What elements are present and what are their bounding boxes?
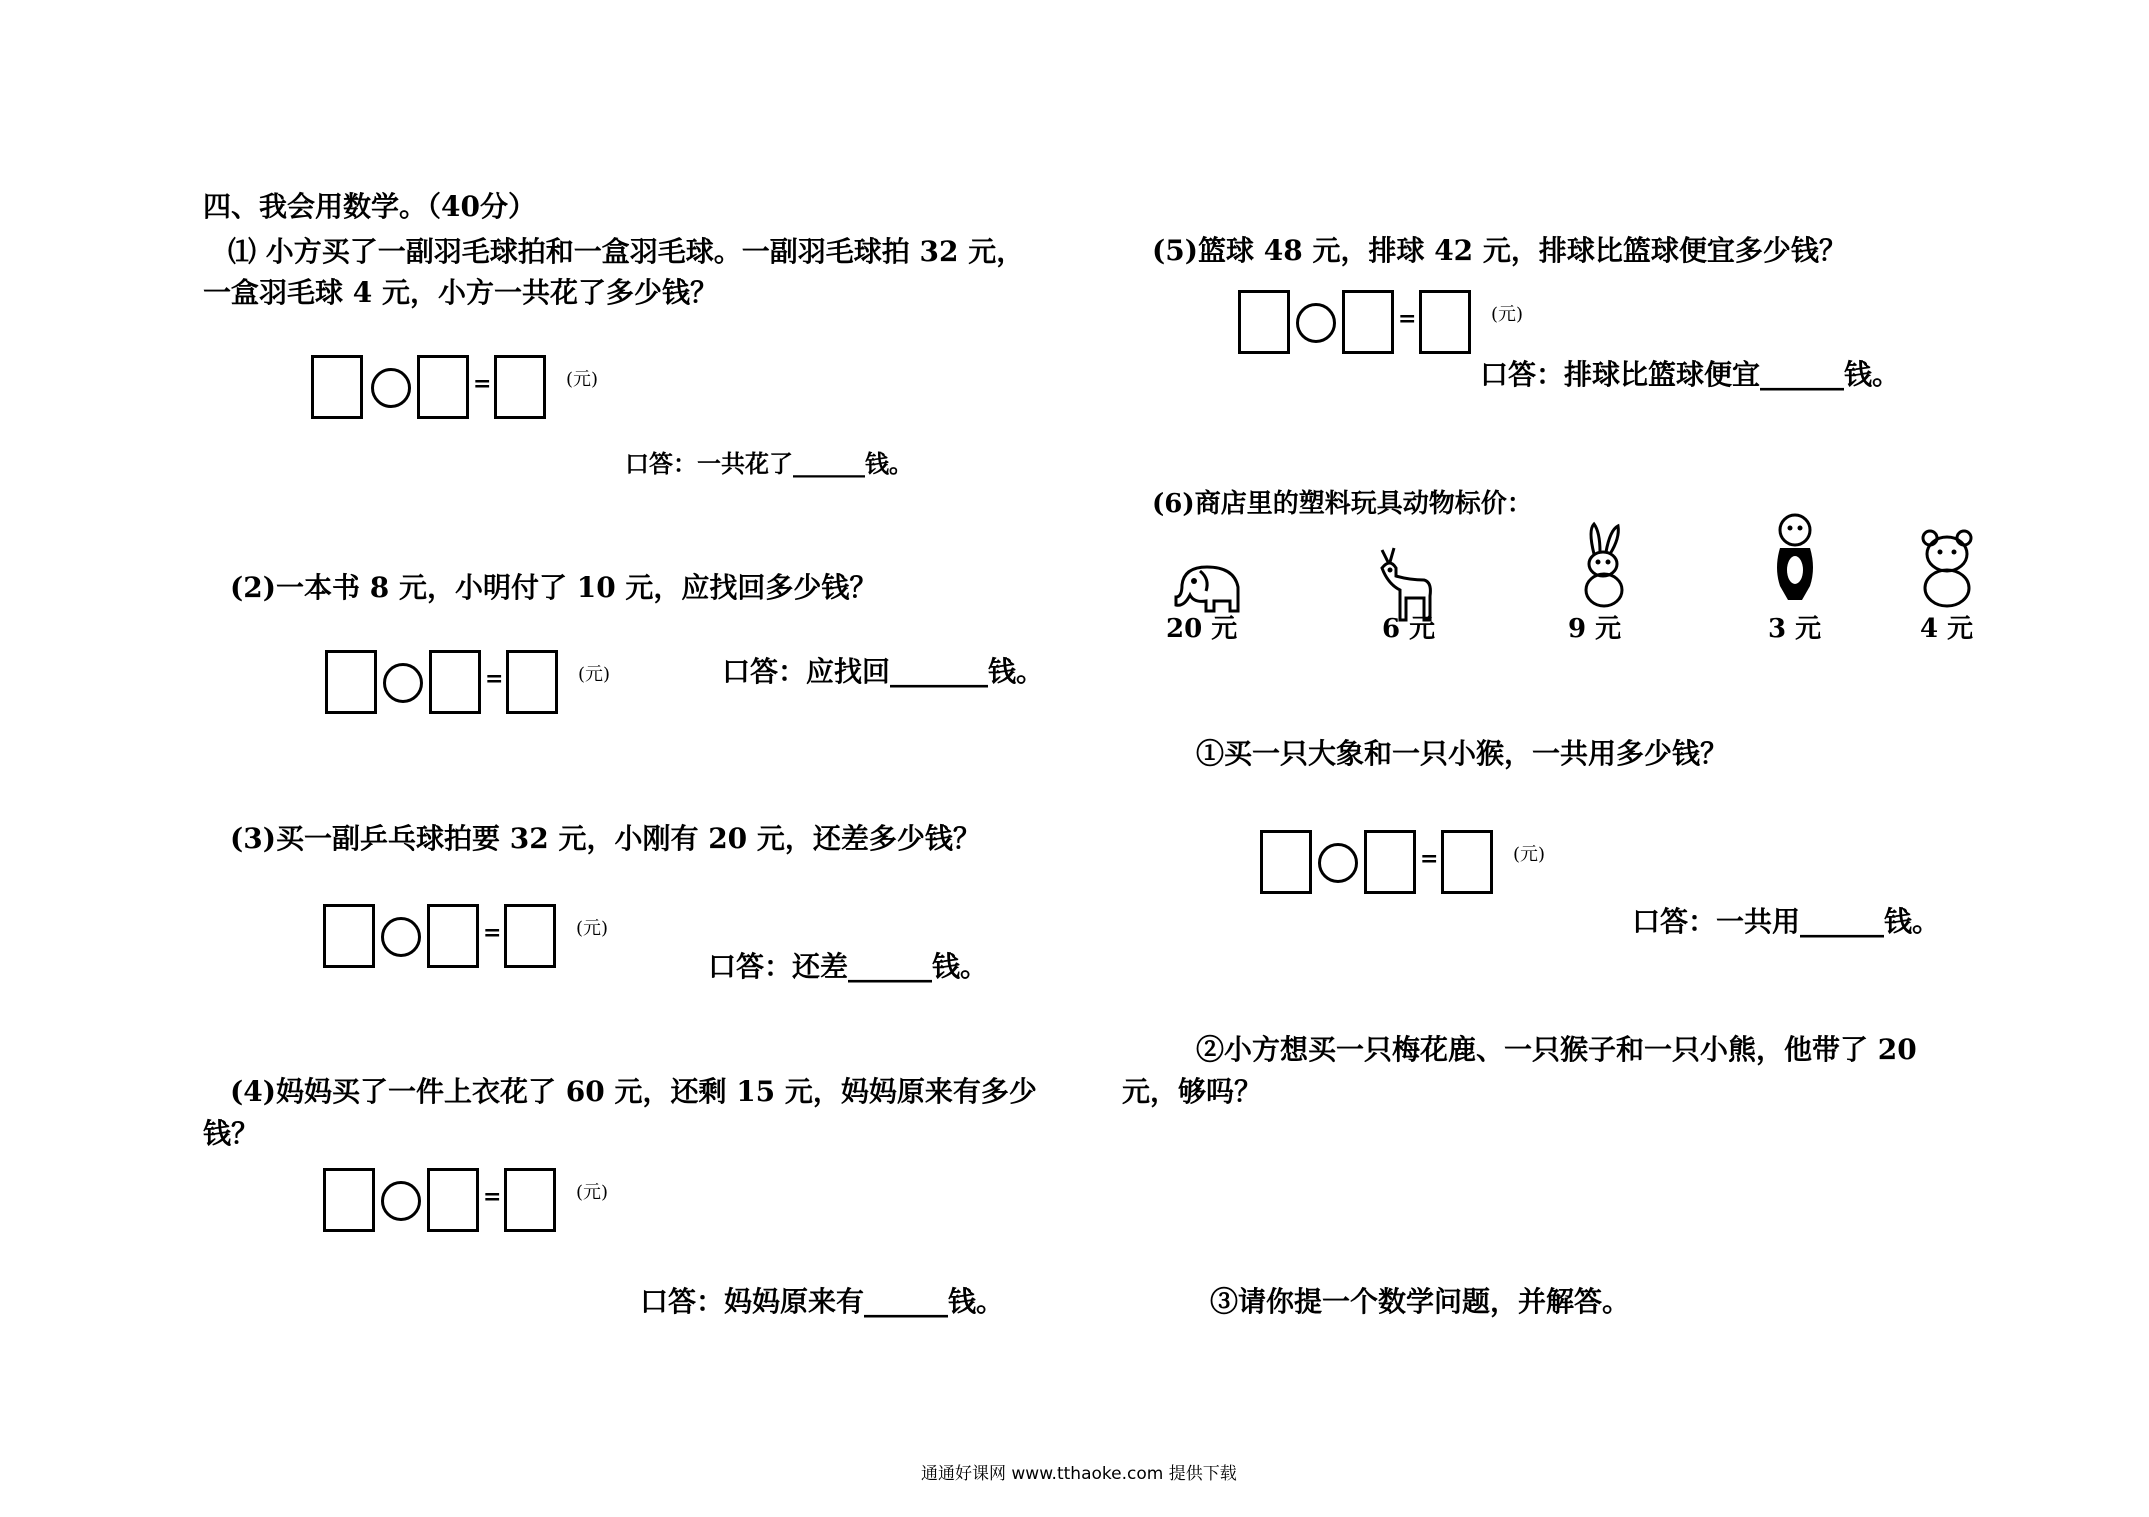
- equals-sign: =: [483, 920, 502, 946]
- rabbit-icon: [1558, 520, 1648, 610]
- operator-circle[interactable]: [383, 663, 423, 703]
- footer-credit: 通通好课网 www.tthaoke.com 提供下载: [921, 1464, 1237, 1484]
- unit-label: (元): [566, 369, 599, 390]
- q6-sub3-question: ③请你提一个数学问题，并解答。: [1210, 1285, 1631, 1318]
- equals-sign: =: [483, 1184, 502, 1210]
- bear-icon: [1902, 520, 1992, 610]
- q1-line1: ⑴ 小方买了一副羽毛球拍和一盒羽毛球。一副羽毛球拍 32 元，: [228, 235, 1025, 268]
- q6-sub2-line2: 元，够吗？: [1122, 1075, 1263, 1108]
- q6-sub1-answer: 口答：一共用______钱。: [1632, 905, 1941, 938]
- answer-box[interactable]: [417, 355, 469, 419]
- answer-box[interactable]: [504, 1168, 556, 1232]
- operator-circle[interactable]: [381, 1181, 421, 1221]
- q4-answer: 口答：妈妈原来有______钱。: [640, 1285, 1005, 1318]
- equals-sign: =: [485, 666, 504, 692]
- monkey-icon: [1750, 508, 1840, 608]
- unit-label: (元): [576, 918, 609, 939]
- q4-line1: (4)妈妈买了一件上衣花了 60 元，还剩 15 元，妈妈原来有多少: [230, 1075, 1037, 1108]
- price-deer: 6 元: [1382, 614, 1436, 644]
- q6-sub1-question: ①买一只大象和一只小猴，一共用多少钱？: [1196, 737, 1729, 770]
- answer-box[interactable]: [429, 650, 481, 714]
- answer-box[interactable]: [1441, 830, 1493, 894]
- price-elephant: 20 元: [1166, 614, 1238, 644]
- q5-question: (5)篮球 48 元，排球 42 元，排球比篮球便宜多少钱？: [1152, 234, 1847, 267]
- answer-box[interactable]: [504, 904, 556, 968]
- unit-label: (元): [578, 664, 611, 685]
- answer-box[interactable]: [1419, 290, 1471, 354]
- q6-title: (6)商店里的塑料玩具动物标价：: [1152, 489, 1533, 519]
- price-monkey: 3 元: [1768, 614, 1822, 644]
- answer-box[interactable]: [1238, 290, 1290, 354]
- equals-sign: =: [1420, 846, 1439, 872]
- q3-question: (3)买一副乒乓球拍要 32 元，小刚有 20 元，还差多少钱？: [230, 822, 981, 855]
- unit-label: (元): [1513, 844, 1546, 865]
- q2-answer: 口答：应找回_______钱。: [722, 655, 1045, 688]
- q3-answer: 口答：还差______钱。: [708, 950, 989, 983]
- operator-circle[interactable]: [371, 368, 411, 408]
- operator-circle[interactable]: [381, 917, 421, 957]
- answer-box[interactable]: [427, 1168, 479, 1232]
- answer-box[interactable]: [323, 904, 375, 968]
- q2-question: (2)一本书 8 元，小明付了 10 元，应找回多少钱？: [230, 571, 878, 604]
- operator-circle[interactable]: [1318, 843, 1358, 883]
- answer-box[interactable]: [427, 904, 479, 968]
- q4-line2: 钱？: [203, 1117, 260, 1150]
- unit-label: (元): [576, 1182, 609, 1203]
- price-bear: 4 元: [1920, 614, 1974, 644]
- equals-sign: =: [1398, 306, 1417, 332]
- q1-line2: 一盒羽毛球 4 元，小方一共花了多少钱？: [203, 276, 718, 309]
- operator-circle[interactable]: [1296, 303, 1336, 343]
- answer-box[interactable]: [1260, 830, 1312, 894]
- q6-sub2-line1: ②小方想买一只梅花鹿、一只猴子和一只小熊，他带了 20: [1196, 1033, 1917, 1066]
- answer-box[interactable]: [325, 650, 377, 714]
- answer-box[interactable]: [1342, 290, 1394, 354]
- price-rabbit: 9 元: [1568, 614, 1622, 644]
- section-title: 四、我会用数学。（40分）: [203, 190, 536, 223]
- unit-label: (元): [1491, 304, 1524, 325]
- answer-box[interactable]: [311, 355, 363, 419]
- q1-answer: 口答：一共花了______钱。: [625, 449, 913, 478]
- q5-answer: 口答：排球比篮球便宜______钱。: [1480, 358, 1901, 391]
- answer-box[interactable]: [506, 650, 558, 714]
- answer-box[interactable]: [323, 1168, 375, 1232]
- equals-sign: =: [473, 371, 492, 397]
- answer-box[interactable]: [494, 355, 546, 419]
- answer-box[interactable]: [1364, 830, 1416, 894]
